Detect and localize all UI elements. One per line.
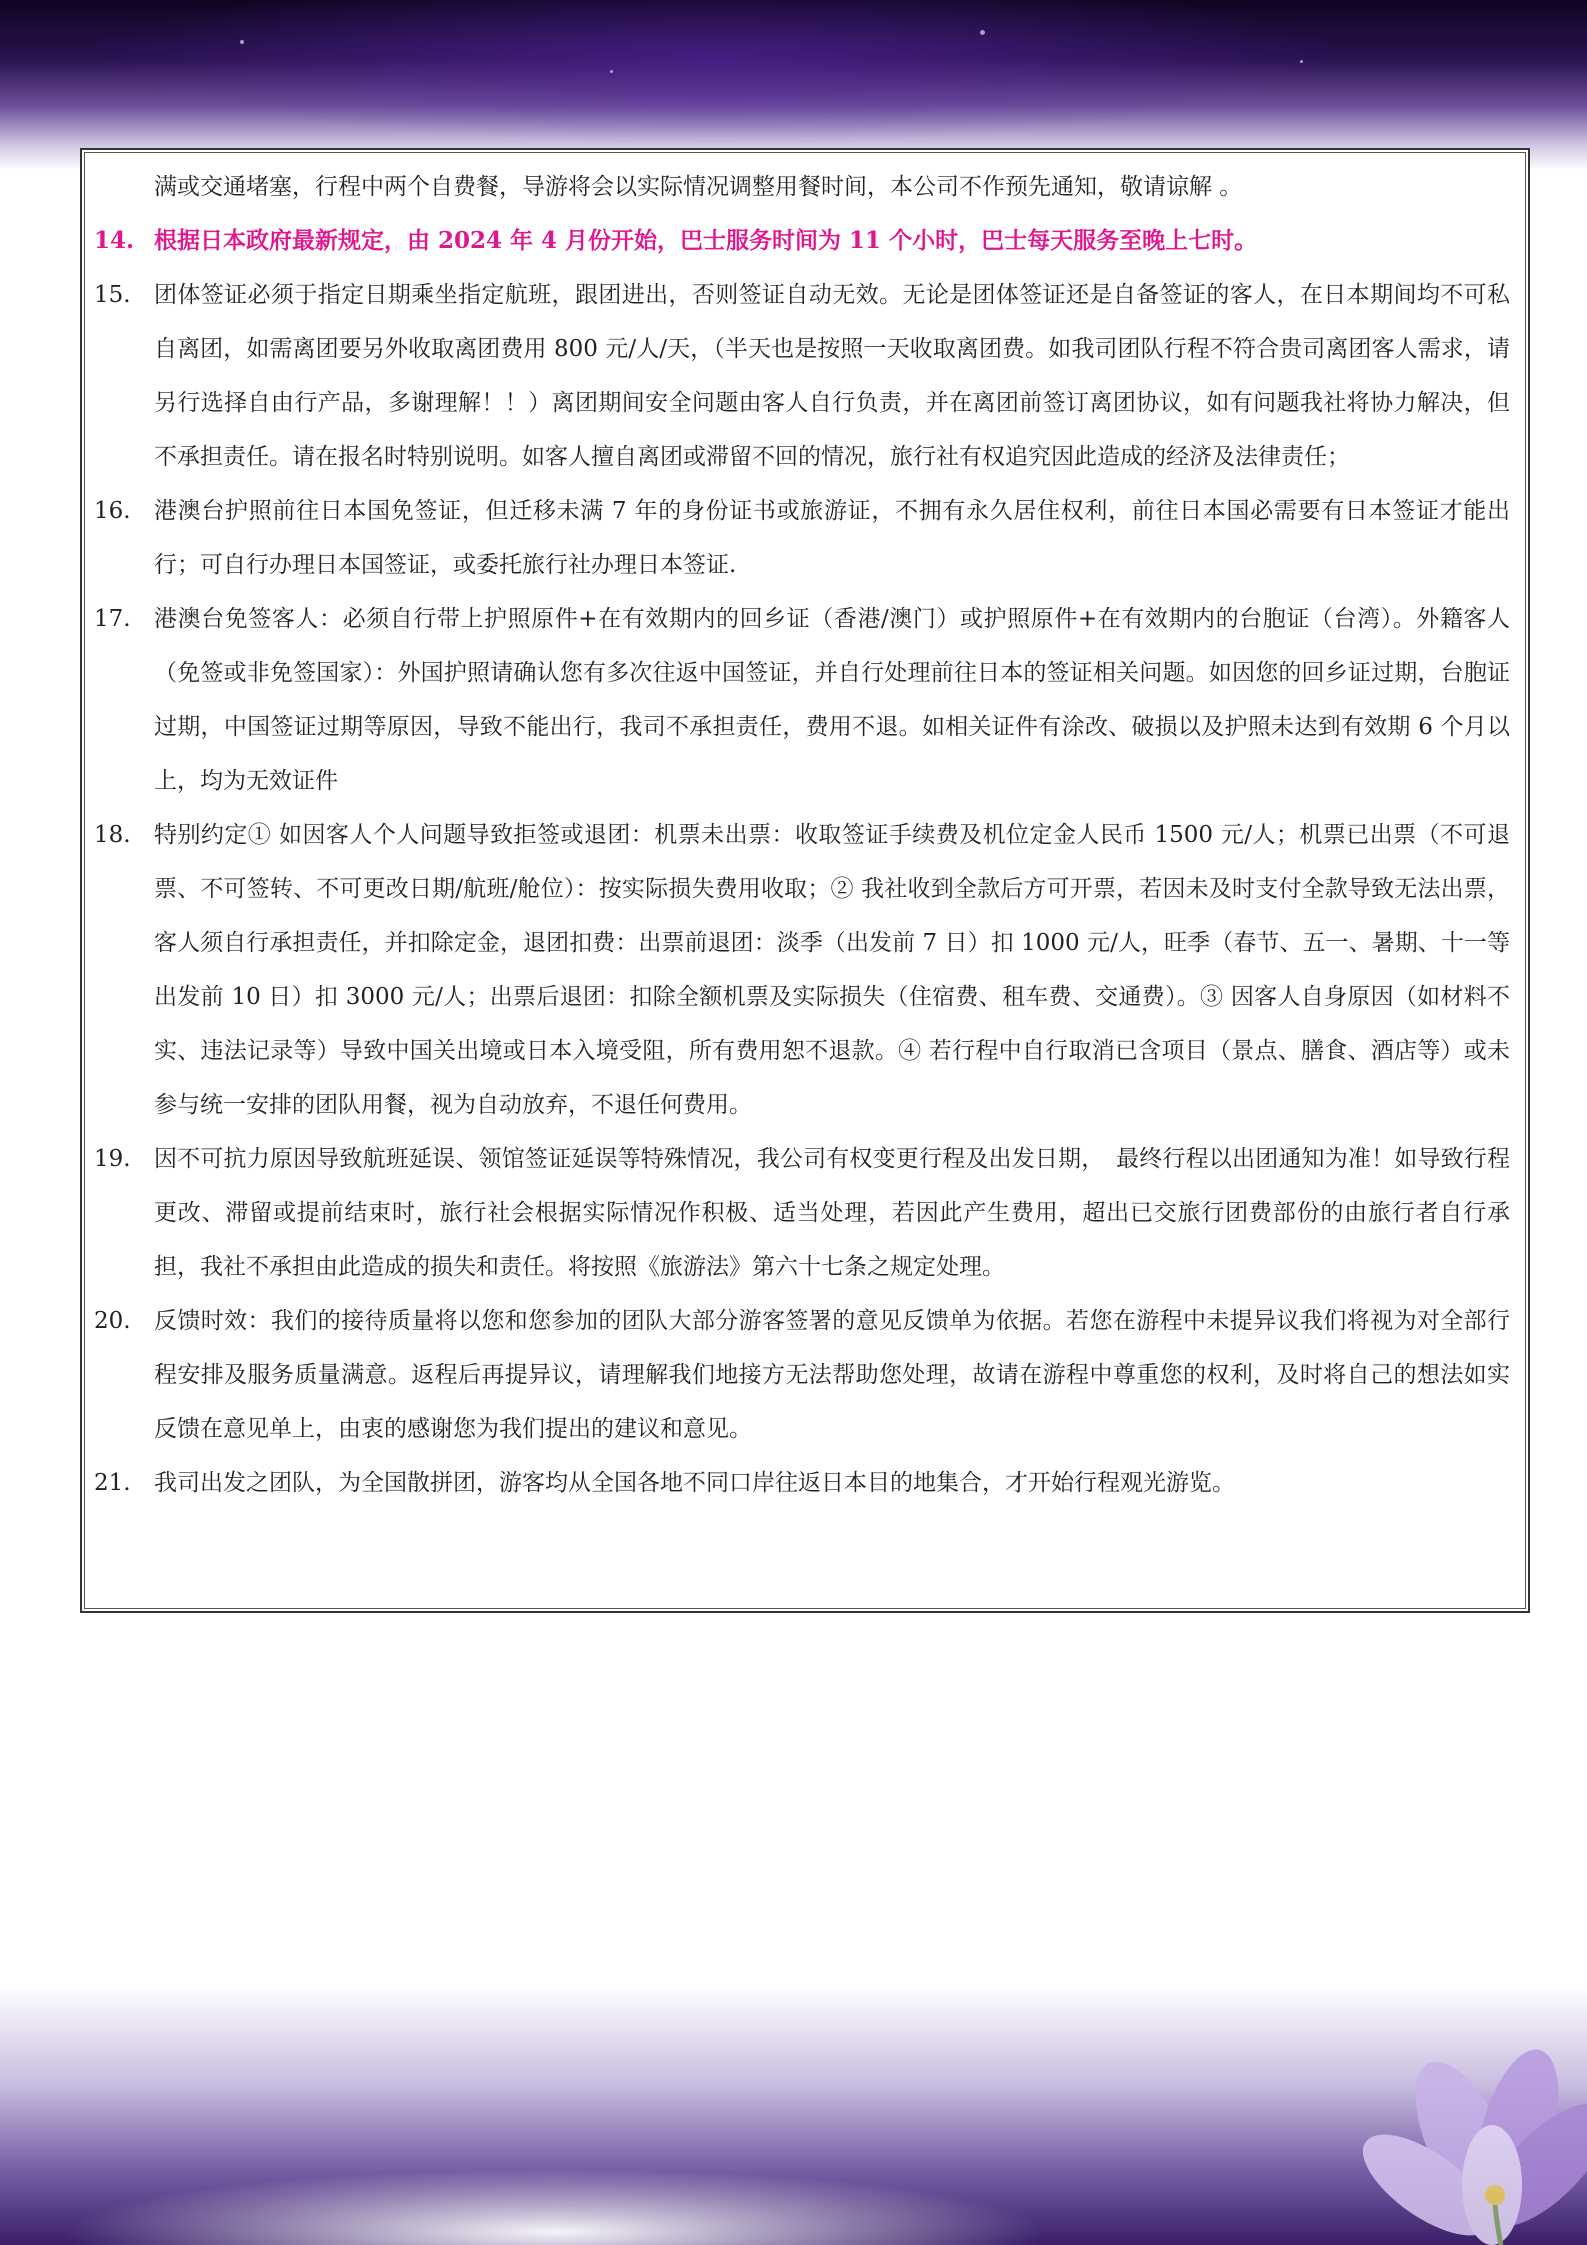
sparkle-decoration xyxy=(610,70,613,73)
item-number: 21. xyxy=(94,1470,131,1496)
item-text: 港澳台护照前往日本国免签证，但迁移未满 7 年的身份证书或旅游证，不拥有永久居住权利，前往日本国必需要有日本签证才能出行；可自行办理日本国签证，或委托旅行社办理日本签证. xyxy=(154,498,1510,578)
item-text: 根据日本政府最新规定，由 2024 年 4 月份开始，巴士服务时间为 11 个小时，巴士每天服务至晚上七时。 xyxy=(154,227,1258,254)
term-item-18 xyxy=(94,808,1510,1132)
term-item-21 xyxy=(94,1456,1510,1510)
header-banner xyxy=(0,0,1587,170)
term-item-15 xyxy=(94,268,1510,484)
sparkle-decoration xyxy=(980,30,985,35)
term-item-20 xyxy=(94,1294,1510,1456)
item-number: 16. xyxy=(94,498,131,524)
item-number: 20. xyxy=(94,1308,131,1334)
item-text: 我司出发之团队，为全国散拼团，游客均从全国各地不同口岸往返日本目的地集合，才开始行程观光游览。 xyxy=(154,1470,1235,1496)
item-text: 反馈时效：我们的接待质量将以您和您参加的团队大部分游客签署的意见反馈单为依据。若您在游程中未提异议我们将视为对全部行程安排及服务质量满意。返程后再提异议，请理解我们地接方无法帮助您处理，故请在游程中尊重您的权利，及时将自己的想法如实反馈在意见单上，由衷的感谢您为我们提出的建议和意见。 xyxy=(154,1308,1510,1442)
item-number: 17. xyxy=(94,606,131,632)
term-item-19 xyxy=(94,1132,1510,1294)
item-number: 19. xyxy=(94,1146,131,1172)
term-item-14 xyxy=(94,214,1510,268)
terms-box xyxy=(80,148,1530,1613)
continuation-text: 满或交通堵塞，行程中两个自费餐，导游将会以实际情况调整用餐时间，本公司不作预先通知，敬请谅解 。 xyxy=(154,174,1243,200)
item-text: 特别约定① 如因客人个人问题导致拒签或退团：机票未出票：收取签证手续费及机位定金人民币 1500 元/人；机票已出票（不可退票、不可签转、不可更改日期/航班/舱位）：按实际损失费用收取；② 我社收到全款后方可开票，若因未及时支付全款导致无法出票，客人须自行承担责任，并扣除定金，退团扣费：出票前退团：淡季（出发前 7 日）扣 1000 元/人，旺季（春节、五一、暑期、十一等出发前 10 日）扣 3000 元/人；出票后退团：扣除全额机票及实际损失（住宿费、租车费、交通费）。③ 因客人自身原因（如材料不实、违法记录等）导致中国关出境或日本入境受阻，所有费用恕不退款。④ 若行程中自行取消已含项目（景点、膳食、酒店等）或未参与统一安排的团队用餐，视为自动放弃，不退任何费用。 xyxy=(154,822,1510,1118)
item-text: 团体签证必须于指定日期乘坐指定航班，跟团进出，否则签证自动无效。无论是团体签证还是自备签证的客人，在日本期间均不可私自离团，如需离团要另外收取离团费用 800 元/人/天，（半天也是按照一天收取离团费。如我司团队行程不符合贵司离团客人需求，请另行选择自由行产品，多谢理解！！）离团期间安全问题由客人自行负责，并在离团前签订离团协议，如有问题我社将协力解决，但不承担责任。请在报名时特别说明。如客人擅自离团或滞留不回的情况，旅行社有权追究因此造成的经济及法律责任； xyxy=(154,282,1510,470)
sparkle-decoration xyxy=(1300,60,1303,63)
term-item-16 xyxy=(94,484,1510,592)
item-text: 因不可抗力原因导致航班延误、领馆签证延误等特殊情况，我公司有权变更行程及出发日期， 最终行程以出团通知为准！如导致行程更改、滞留或提前结束时，旅行社会根据实际情况作积极、适当处理，若因此产生费用，超出已交旅行团费部份的由旅行者自行承担，我社不承担由此造成的损失和责任。将按照《旅游法》第六十七条之规定处理。 xyxy=(154,1146,1510,1280)
item-number: 18. xyxy=(94,822,131,848)
item-text: 港澳台免签客人：必须自行带上护照原件+在有效期内的回乡证（香港/澳门）或护照原件+在有效期内的台胞证（台湾）。外籍客人（免签或非免签国家）：外国护照请确认您有多次往返中国签证，并自行处理前往日本的签证相关问题。如因您的回乡证过期，台胞证过期，中国签证过期等原因，导致不能出行，我司不承担责任，费用不退。如相关证件有涂改、破损以及护照未达到有效期 6 个月以上，均为无效证件 xyxy=(154,606,1510,794)
flower-decoration xyxy=(1247,1945,1587,2245)
term-item-17 xyxy=(94,592,1510,808)
sparkle-decoration xyxy=(240,40,244,44)
item-number: 14. xyxy=(94,227,135,254)
item-number: 15. xyxy=(94,282,131,308)
